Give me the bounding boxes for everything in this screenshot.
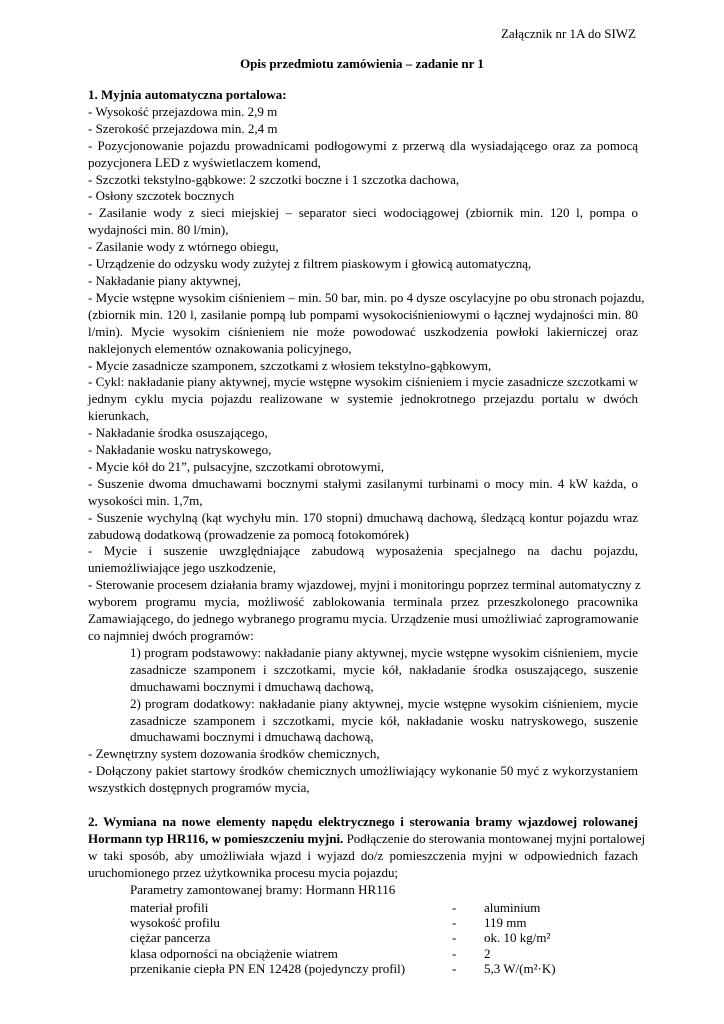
section-gap [88, 797, 638, 814]
param-dash: - [452, 899, 457, 915]
text-line: co najmniej dwóch programów: [88, 628, 254, 643]
param-dash: - [452, 945, 457, 961]
text-line: wysokości min. 1,7m, [88, 492, 203, 508]
text-line: wyborem programu mycia, możliwość zablokowania terminala przez przeszkolonego pracownika [88, 594, 638, 610]
attachment-label: Załącznik nr 1A do SIWZ [500, 26, 636, 41]
section-1-list [88, 103, 645, 645]
text-line: pozycjonera LED z wyświetlaczem komend, [88, 154, 321, 170]
text-line: - Mycie i suszenie uwzględniające zabudową wyposażenia specjalnego na dachu pojazdu, [88, 543, 638, 559]
param-row [130, 915, 634, 930]
text-line: - Nakładanie wosku natryskowego, [88, 442, 272, 458]
text-line: wszystkich dostępnych programów mycia, [88, 780, 310, 796]
text-line: - Mycie zasadnicze szamponem, szczotkami z włosiem tekstylno-gąbkowym, [88, 357, 492, 373]
text-line: (zbiornik min. 120 l, zasilanie pompą lub pompami wysokociśnieniowymi o łącznej wydajności min. 80 [88, 306, 638, 322]
text-line: - Sterowanie procesem działania bramy wjazdowej, myjni i monitoringu poprzez terminal automatyczny z [88, 577, 641, 593]
text-line: - Urządzenie do odzysku wody zużytej z filtrem piaskowym i głowicą automatyczną, [88, 256, 532, 272]
param-dash: - [452, 915, 457, 930]
param-value: 2 [484, 945, 491, 961]
document-body [88, 87, 646, 977]
text-line: dmuchawami bocznymi i dmuchawą dachową, [130, 678, 374, 694]
text-line: - Zasilanie wody z sieci miejskiej – separator sieci wodociągowej (zbiornik min. 120 l, pompa o [88, 205, 638, 221]
text-line: wydajności min. 80 l/min), [88, 222, 229, 238]
text-line: - Mycie wstępne wysokim ciśnieniem – min. 50 bar, min. po 4 dysze oscylacyjne po obu stronach pojazdu, [88, 289, 645, 305]
param-row [130, 961, 634, 976]
text-line: - Wysokość przejazdowa min. 2,9 m [88, 103, 278, 119]
section-2-description [88, 848, 638, 882]
gate-params-title: Parametry zamontowanej bramy: Hormann HR116 [130, 881, 396, 897]
text-line: - Osłony szczotek bocznych [88, 188, 235, 204]
text-line: - Suszenie dwoma dmuchawami bocznymi stałymi zasilanymi turbinami o mocy min. 4 kW każda, o [88, 475, 638, 491]
text-line: naklejonych elementów oznakowania policyjnego, [88, 340, 352, 356]
document-title: Opis przedmiotu zamówienia – zadanie nr 1 [240, 56, 484, 71]
text-line: - Mycie kół do 21”, pulsacyjne, szczotkami obrotowymi, [88, 458, 385, 474]
section-2-heading: 2. Wymiana na nowe elementy napędu elektrycznego i sterowania bramy wjazdowej rolowanej [88, 814, 638, 830]
section-1-closing [88, 746, 638, 797]
param-name: przenikanie ciepła PN EN 12428 (pojedynczy profil) [130, 961, 406, 977]
param-name: materiał profili [130, 899, 209, 915]
section-1-heading: 1. Myjnia automatyczna portalowa: [88, 87, 287, 102]
text-line: l/min). Mycie wysokim ciśnieniem nie może powodować uszkodzenia powłoki lakierniczej oraz [88, 323, 638, 339]
param-row [130, 930, 634, 945]
param-dash: - [452, 961, 457, 977]
text-line: - Dołączony pakiet startowy środków chemicznych umożliwiający wykonanie 50 myć z wykorzystaniem [88, 763, 638, 779]
param-row [130, 946, 634, 961]
text-line: - Szerokość przejazdowa min. 2,4 m [88, 120, 278, 136]
section-2-heading-rest: Podłączenie do sterowania montowanej myjni portalowej [343, 830, 646, 846]
param-value: ok. 10 kg/m² [484, 930, 551, 946]
text-line: - Zewnętrzny system dozowania środków chemicznych, [88, 746, 380, 762]
param-value: 119 mm [484, 915, 527, 930]
text-line: - Zasilanie wody z wtórnego obiegu, [88, 239, 279, 255]
param-value: 5,3 W/(m²·K) [484, 961, 556, 977]
section-2-heading-bold: Hormann typ HR116, w pomieszczeniu myjni. [88, 830, 344, 846]
text-line: - Cykl: nakładanie piany aktywnej, mycie wstępne wysokim ciśnieniem i mycie zasadnicze szczotkami w [88, 374, 638, 390]
section-2-heading-continued [88, 830, 646, 848]
text-line: zasadnicze szamponem i szczotkami, mycie kół, nakładanie środka osuszającego, suszenie [130, 661, 638, 677]
text-line: uruchomionego przez użytkownika procesu mycia pojazdu; [88, 864, 399, 880]
text-line: - Nakładanie środka osuszającego, [88, 425, 268, 441]
param-name: ciężar pancerza [130, 930, 211, 946]
text-line: 1) program podstawowy: nakładanie piany aktywnej, mycie wstępne wysokim ciśnieniem, mycie [130, 644, 638, 660]
param-name: wysokość profilu [130, 915, 220, 930]
param-dash: - [452, 930, 457, 946]
text-line: - Suszenie wychylną (kąt wychyłu min. 170 stopni) dmuchawą dachową, śledzącą kontur pojazdu wraz [88, 509, 638, 525]
text-line: zasadnicze szamponem i szczotkami, mycie kół, nakładanie wosku natryskowego, suszenie [130, 712, 638, 728]
text-line: - Nakładanie piany aktywnej, [88, 272, 242, 288]
text-line: Zamawiającego, do jednego wybranego programu mycia. Urządzenie musi umożliwiać zaprogramowanie [88, 611, 639, 627]
text-line: kierunkach, [88, 408, 150, 424]
param-value: aluminium [484, 899, 541, 915]
text-line: zabudową dodatkową (prowadzenie za pomocą fotokomórek) [88, 526, 409, 542]
param-name: klasa odporności na obciążenie wiatrem [130, 945, 338, 961]
text-line: dmuchawami bocznymi i dmuchawą dachową, [130, 729, 374, 745]
param-row [130, 900, 634, 915]
text-line: uniemożliwiające jego uszkodzenie, [88, 560, 277, 576]
text-line: - Szczotki tekstylno-gąbkowe: 2 szczotki boczne i 1 szczotka dachowa, [88, 171, 460, 187]
section-1-programs [88, 645, 638, 746]
text-line: - Pozycjonowanie pojazdu prowadnicami podłogowymi z przerwą dla wysiadającego oraz za pomocą [88, 137, 638, 153]
text-line: w taki sposób, aby umożliwiała wjazd i wyjazd do/z pomieszczenia myjni w odpowiednich fazach [88, 847, 638, 863]
text-line: 2) program dodatkowy: nakładanie piany aktywnej, mycie wstępne wysokim ciśnieniem, mycie [130, 695, 638, 711]
text-line: jednym cyklu mycia pojazdu realizowane w systemie jednokrotnego przejazdu portalu w dwóch [88, 391, 638, 407]
gate-params-table [130, 900, 634, 977]
